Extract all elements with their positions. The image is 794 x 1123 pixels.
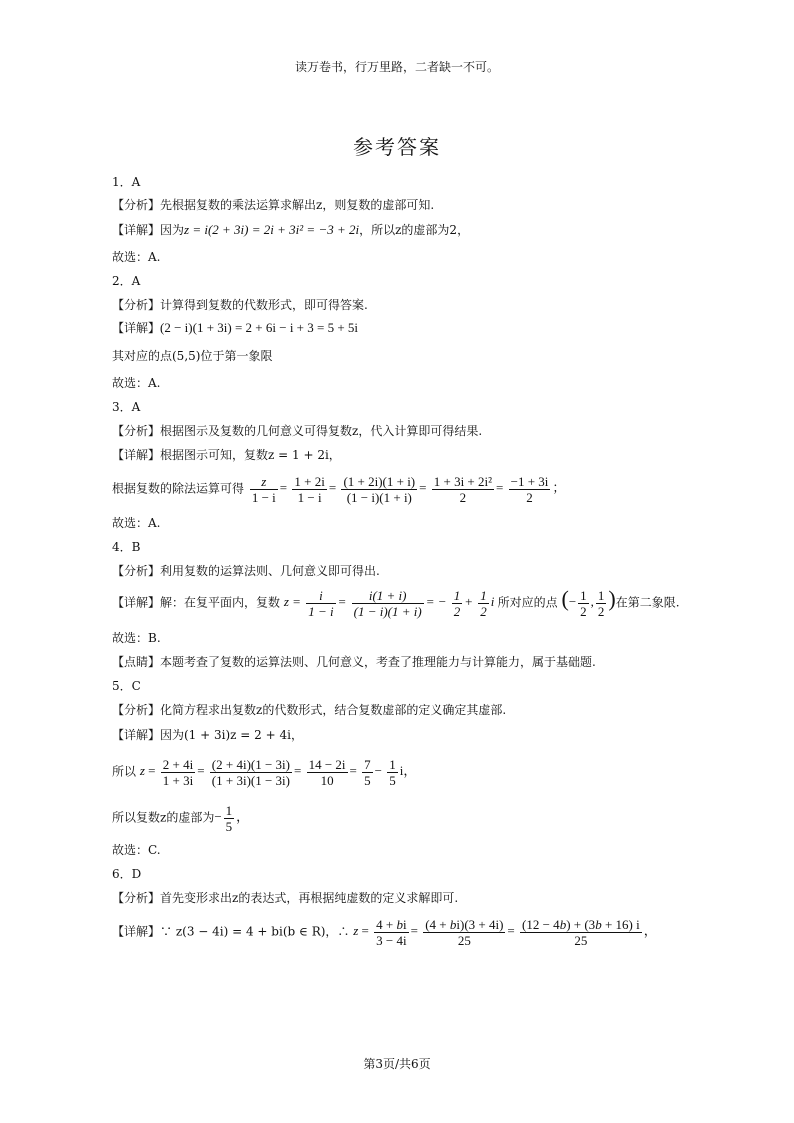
q3-detail: 【详解】根据图示可知，复数z = 1 + 2i，	[112, 448, 341, 462]
q5-analysis: 【分析】化简方程求出复数z的代数形式，结合复数虚部的定义确定其虚部.	[112, 703, 507, 717]
q3-analysis: 【分析】根据图示及复数的几何意义可得复数z，代入计算即可得结果.	[112, 424, 483, 438]
q2-choice: 故选：A.	[112, 376, 161, 390]
answer-1: 1．A	[112, 175, 141, 189]
q5-solution	[112, 757, 416, 788]
q2-detail-prefix: 【详解】	[112, 321, 161, 335]
q1-choice: 故选：A.	[112, 250, 161, 264]
q5-fraction-chain: z = $\frac{2 + 4i}{1 + 3i}$ = $\frac{(2 + 4i)(1 - 3i)}{(1 + 3i)(1 - 3i)}$ = $\frac{14 - 2i}{10}$ = $\frac{7}{5}$ − $\frac{1}{5}$ i，	[139, 757, 417, 788]
q2-detail	[112, 320, 358, 336]
page-title: 参考答案	[353, 135, 441, 159]
q4-detail	[112, 588, 680, 619]
q2-point: 其对应的点(5,5)位于第一象限	[112, 349, 273, 363]
q4-detail-prefix: 【详解】解：在复平面内，复数	[112, 595, 281, 610]
answer-3: 3．A	[112, 400, 141, 414]
page-footer: 第3页/共6页	[363, 1057, 431, 1071]
q4-point: (− $\frac{1}{2}$ , $\frac{1}{2}$ )	[561, 586, 616, 619]
q1-detail	[112, 222, 469, 238]
page-header: 读万卷书，行万里路，二者缺一不可。	[294, 60, 499, 74]
q3-division	[112, 474, 565, 505]
q4-choice: 故选：B.	[112, 631, 161, 645]
q5-choice: 故选：C.	[112, 843, 161, 857]
q6-fraction-chain: z = $\frac{4 + bi}{3 - 4i}$ = $\frac{(4 + bi)(3 + 4i)}{25}$ = $\frac{(12 - 4b) + (3b + 16) i}{25}$ ，	[353, 917, 657, 948]
q4-detail-mid: 所对应的点	[497, 595, 558, 610]
q4-fraction-chain: z = $\frac{i}{1 - i}$ = $\frac{i(1 + i)}{(1 - i)(1 + i)}$ = − $\frac{1}{2}$ + $\frac{1}{2}$ i	[283, 588, 498, 619]
q1-detail-prefix: 【详解】因为	[112, 223, 185, 237]
q5-imag-prefix: 所以复数z的虚部为	[112, 810, 215, 825]
answer-5: 5．C	[112, 679, 141, 693]
q3-fraction-chain: $\frac{z}{1 - i}$ = $\frac{1 + 2i}{1 - i}$ = $\frac{(1 + 2i)(1 + i)}{(1 - i)(1 + i)}$ = $\frac{\text{1 + 3i + 2i²}}{2}$ = $\frac{-1 + 3i}{2}$ ；	[251, 474, 566, 505]
q3-division-prefix: 根据复数的除法运算可得	[112, 481, 245, 496]
q4-analysis: 【分析】利用复数的运算法则、几何意义即可得出.	[112, 564, 380, 578]
q6-detail-prefix: 【详解】∵ z(3 − 4i) = 4 + bi(b ∈ R)，∴	[112, 924, 350, 939]
q2-formula: (2 − i)(1 + 3i) = 2 + 6i − i + 3 = 5 + 5i	[160, 320, 359, 335]
q6-analysis: 【分析】首先变形求出z的表达式，再根据纯虚数的定义求解即可.	[112, 891, 459, 905]
q2-analysis: 【分析】计算得到复数的代数形式，即可得答案.	[112, 298, 368, 312]
q1-analysis: 【分析】先根据复数的乘法运算求解出z，则复数的虚部可知.	[112, 198, 435, 212]
q5-solution-prefix: 所以	[112, 764, 137, 779]
q6-detail	[112, 917, 657, 948]
answer-4: 4．B	[112, 540, 141, 554]
q4-detail-suffix: 在第二象限.	[615, 595, 680, 610]
answer-2: 2．A	[112, 274, 141, 288]
q1-detail-suffix: ，所以z的虚部为2，	[359, 223, 470, 237]
answer-6: 6．D	[112, 867, 142, 881]
q1-formula: z = i(2 + 3i) = 2i + 3i² = −3 + 2i	[184, 222, 360, 237]
q4-comment: 【点睛】本题考查了复数的运算法则、几何意义，考查了推理能力与计算能力，属于基础题.	[112, 655, 596, 669]
q3-choice: 故选：A.	[112, 516, 161, 530]
q5-detail: 【详解】因为(1 + 3i)z = 2 + 4i，	[112, 728, 303, 742]
q5-imag-value: − $\frac{1}{5}$ ，	[214, 803, 250, 834]
q5-imag-part	[112, 803, 249, 834]
